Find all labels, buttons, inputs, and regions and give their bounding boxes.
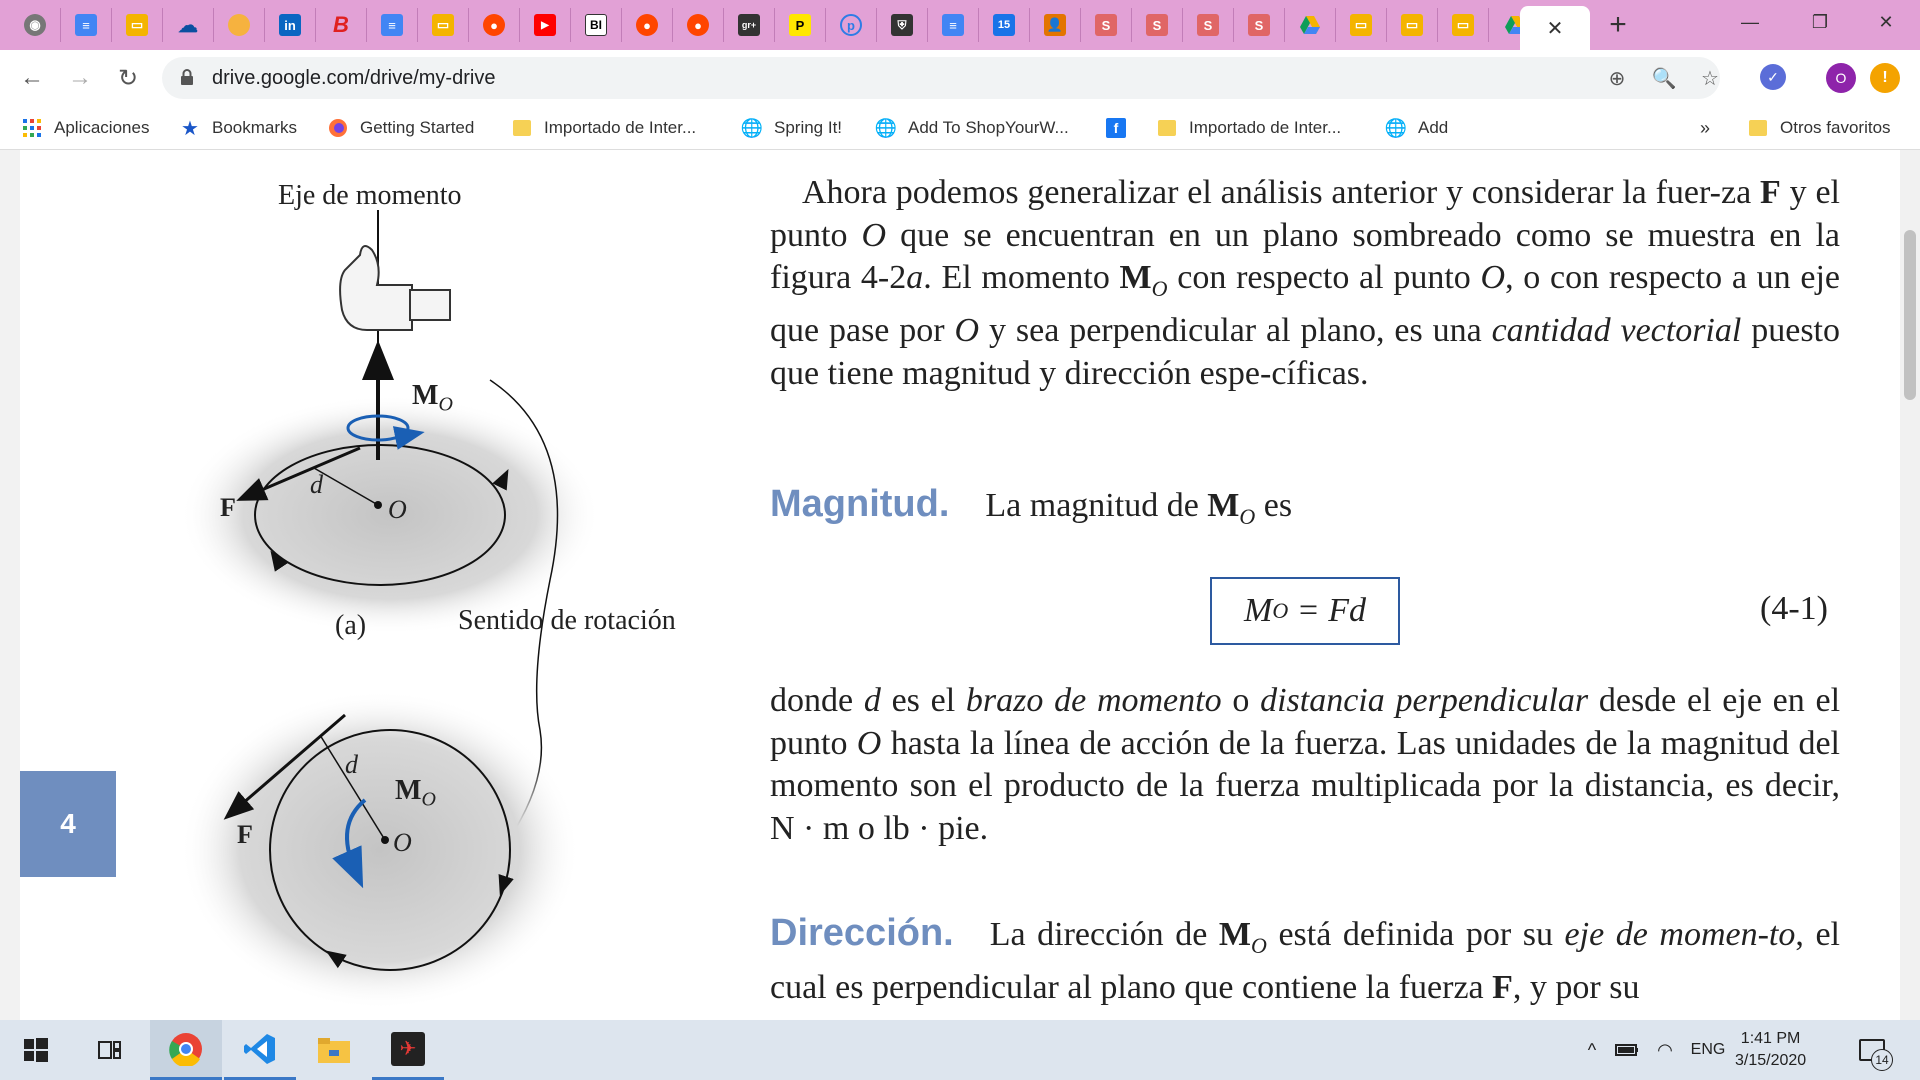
notifications-icon xyxy=(1859,1039,1889,1067)
pocket-icon: p xyxy=(840,14,862,36)
install-app-icon[interactable]: ⊕ xyxy=(1608,67,1626,90)
paragraph-direction: Dirección. La dirección de $M_O$ está definida por su eje de momen-to, el cual es perpendicular al plano que contiene la fuerza F, y por su xyxy=(770,912,1841,1007)
address-bar[interactable] xyxy=(162,57,1720,99)
tab-19[interactable] xyxy=(928,8,979,42)
bookmark-apps[interactable] xyxy=(22,117,149,139)
bookmark-getting-started[interactable] xyxy=(328,117,474,139)
taskbar-app[interactable] xyxy=(372,1020,444,1080)
bookmark-star-icon[interactable]: ☆ xyxy=(1701,67,1719,90)
tab-24[interactable] xyxy=(1183,8,1234,42)
scrollbar-track[interactable] xyxy=(1900,150,1920,1020)
s-icon: S xyxy=(1197,14,1219,36)
right-hand-icon xyxy=(340,246,450,330)
tab-17[interactable] xyxy=(826,8,877,42)
bookmark-spring-it[interactable] xyxy=(742,117,842,139)
force-label-b: F xyxy=(237,820,253,849)
tab-15[interactable] xyxy=(724,8,775,42)
paragraph-moment-arm: donde d es el brazo de momento o distancia perpendicular desde el eje en el punto O hasta la línea de acción de la fuerza. Las unidades de la magnitud del momento son el producto de la fuerza multiplicada por la distancia, es decir, N · m o lb · pie. xyxy=(770,682,1841,847)
docs-icon: ≡ xyxy=(942,14,964,36)
slides-icon: ▭ xyxy=(432,14,454,36)
reddit-icon: ● xyxy=(636,14,658,36)
pinned-tabs xyxy=(10,8,1540,42)
moment-diagram xyxy=(160,150,720,1020)
tab-18[interactable] xyxy=(877,8,928,42)
tab-8[interactable] xyxy=(367,8,418,42)
back-button[interactable] xyxy=(14,60,50,96)
zoom-icon[interactable]: 🔍 xyxy=(1651,67,1677,90)
classroom-icon: 👤 xyxy=(1044,14,1066,36)
chrome-icon: ◉ xyxy=(24,14,46,36)
bookmark-add[interactable] xyxy=(1386,117,1448,139)
tray-chevron[interactable]: ^ xyxy=(1587,1039,1597,1060)
point-label-b: O xyxy=(393,828,412,857)
magnitude-heading: Magnitud. xyxy=(770,483,950,525)
clock-date: 3/15/2020 xyxy=(1735,1052,1807,1069)
firefox-icon xyxy=(328,118,348,138)
bookmark-label: Spring It! xyxy=(774,118,843,137)
bookmark-otros-favoritos[interactable] xyxy=(1748,117,1891,139)
reddit-icon: ● xyxy=(687,14,709,36)
bookmark-label: Importado de Inter... xyxy=(1189,118,1342,137)
paragraph-intro: Ahora podemos generalizar el análisis anterior y considerar la fuer-za F y el punto O que se encuentran en un plano sombreado como se muestra en la figura 4-2a. El momento $M_O$ con respecto al punto O, o con respecto a un eje que pase por O y sea perpendicular al plano, es una cantidad vectorial puesto que tiene magnitud y dirección espe-cíficas. xyxy=(770,174,1841,392)
linkedin-icon: in xyxy=(279,14,301,36)
notification-count: 14 xyxy=(1871,1049,1893,1071)
bookmarks-bar xyxy=(0,106,1920,150)
drive-icon xyxy=(1299,14,1321,36)
tab-6[interactable] xyxy=(265,8,316,42)
axis-label: Eje de momento xyxy=(278,180,462,211)
book-page xyxy=(20,150,1900,1020)
folder-icon xyxy=(1748,118,1768,138)
folder-icon xyxy=(317,1036,351,1064)
arrow-left-icon: ← xyxy=(20,64,44,91)
facebook-icon: f xyxy=(1106,118,1126,138)
battery-icon[interactable] xyxy=(1612,1020,1642,1080)
bold-b-icon: B xyxy=(333,12,349,37)
tab-20[interactable] xyxy=(979,8,1030,42)
active-tab[interactable] xyxy=(1520,6,1590,50)
distance-label-b: d xyxy=(345,750,358,779)
bookmarks-overflow-button[interactable]: » xyxy=(1700,117,1711,138)
scrollbar-thumb[interactable] xyxy=(1904,230,1916,400)
windows-icon xyxy=(24,1038,48,1062)
chapter-tab: 4 xyxy=(20,771,116,877)
lock-icon xyxy=(180,69,194,85)
task-view-button[interactable] xyxy=(88,1020,132,1080)
url-text[interactable]: drive.google.com/drive/my-drive xyxy=(212,67,496,89)
business-insider-icon: BI xyxy=(585,14,607,36)
bookmark-bookmarks[interactable] xyxy=(180,117,297,139)
system-clock[interactable] xyxy=(1735,1028,1806,1072)
globe-icon: 🌐 xyxy=(874,117,898,138)
tab-1[interactable] xyxy=(10,8,61,42)
slides-icon: ▭ xyxy=(1452,14,1474,36)
part-a-label: (a) xyxy=(335,610,367,641)
grammarly-icon: gr+ xyxy=(738,14,760,36)
bookmark-label: Add xyxy=(1418,118,1449,137)
bookmark-label: Bookmarks xyxy=(212,118,298,137)
folder-icon xyxy=(512,118,532,138)
tab-22[interactable] xyxy=(1081,8,1132,42)
bookmark-label: Getting Started xyxy=(360,118,475,137)
globe-icon: 🌐 xyxy=(1384,117,1408,138)
calendar-icon: 15 xyxy=(993,14,1015,36)
s-icon: S xyxy=(1248,14,1270,36)
tab-5[interactable] xyxy=(214,8,265,42)
p-icon: P xyxy=(789,14,811,36)
reload-button[interactable] xyxy=(110,60,146,96)
force-label-a: F xyxy=(220,493,236,522)
bookmark-shopyourway[interactable] xyxy=(876,117,1069,139)
minimize-button[interactable]: — xyxy=(1741,11,1759,32)
bookmark-facebook[interactable] xyxy=(1106,117,1138,139)
magnitude-heading-line: Magnitud. La magnitud de $M_O$ es xyxy=(770,483,1293,529)
tab-3[interactable] xyxy=(112,8,163,42)
tab-21[interactable] xyxy=(1030,8,1081,42)
forward-button[interactable] xyxy=(62,60,98,96)
start-button[interactable] xyxy=(14,1020,58,1080)
tab-9[interactable] xyxy=(418,8,469,42)
tab-27[interactable] xyxy=(1336,8,1387,42)
browser-toolbar xyxy=(0,50,1920,106)
equation-number: (4-1) xyxy=(1760,590,1828,627)
moment-label-b: $M_O$ xyxy=(395,775,436,811)
tab-16[interactable] xyxy=(775,8,826,42)
tab-26[interactable] xyxy=(1285,8,1336,42)
chrome-icon xyxy=(169,1032,203,1066)
tab-12[interactable] xyxy=(571,8,622,42)
reload-icon: ↻ xyxy=(117,64,139,92)
onedrive-icon: ☁ xyxy=(178,14,198,37)
rotation-label: Sentido de rotación xyxy=(458,605,676,636)
tab-29[interactable] xyxy=(1438,8,1489,42)
tab-25[interactable] xyxy=(1234,8,1285,42)
bookmark-label: Aplicaciones xyxy=(54,118,150,137)
arrow-right-icon: → xyxy=(68,64,92,91)
tab-10[interactable] xyxy=(469,8,520,42)
globe-icon: 🌐 xyxy=(740,117,764,138)
app-icon: ✈ xyxy=(391,1032,425,1066)
shaded-plane-b xyxy=(180,690,580,1010)
tab-strip xyxy=(0,0,1920,50)
windows-taskbar xyxy=(0,1020,1920,1080)
tab-11[interactable] xyxy=(520,8,571,42)
taskbar-chrome[interactable] xyxy=(150,1020,222,1080)
clock-time: 1:41 PM xyxy=(1740,1030,1801,1047)
profile-avatar[interactable]: O xyxy=(1826,63,1856,93)
close-tab-icon[interactable]: ✕ xyxy=(1546,17,1564,40)
task-view-icon xyxy=(98,1039,122,1061)
star-icon: ★ xyxy=(181,117,199,140)
reddit-icon: ● xyxy=(483,14,505,36)
figure-4-2 xyxy=(160,150,720,1020)
point-label-a: O xyxy=(388,495,407,524)
taskbar-vscode[interactable] xyxy=(224,1020,296,1080)
slides-icon: ▭ xyxy=(126,14,148,36)
apps-grid-icon xyxy=(22,118,42,138)
page-viewport xyxy=(0,150,1920,1020)
alert-icon[interactable]: ! xyxy=(1870,63,1900,93)
tab-14[interactable] xyxy=(673,8,724,42)
close-window-button[interactable]: ✕ xyxy=(1878,11,1894,32)
direction-heading: Dirección. xyxy=(770,912,954,954)
shield-icon: ⛨ xyxy=(891,14,913,36)
bookmark-label: Importado de Inter... xyxy=(544,118,697,137)
bookmark-folder-importado-2[interactable] xyxy=(1157,117,1341,139)
bookmark-label: Otros favoritos xyxy=(1780,118,1891,137)
bookmark-label: Add To ShopYourW... xyxy=(908,118,1069,137)
new-tab-button[interactable]: + xyxy=(1609,8,1627,41)
taskbar-file-explorer[interactable] xyxy=(298,1020,370,1080)
vscode-icon xyxy=(243,1032,277,1066)
tab-28[interactable] xyxy=(1387,8,1438,42)
tab-2[interactable] xyxy=(61,8,112,42)
slides-icon: ▭ xyxy=(1350,14,1372,36)
tab-4[interactable] xyxy=(163,8,214,42)
moment-label-a: $M_O$ xyxy=(412,380,453,416)
docs-icon: ≡ xyxy=(381,14,403,36)
s-icon: S xyxy=(1146,14,1168,36)
extension-check-icon[interactable]: ✓ xyxy=(1760,64,1786,90)
language-indicator[interactable]: ENG xyxy=(1690,1041,1726,1058)
equation-box: M O = Fd xyxy=(1210,577,1400,645)
bookmark-folder-importado-1[interactable] xyxy=(512,117,696,139)
action-center-button[interactable] xyxy=(1852,1020,1892,1080)
docs-icon: ≡ xyxy=(75,14,97,36)
s-icon: S xyxy=(1095,14,1117,36)
distance-label-a: d xyxy=(310,470,323,499)
circle-icon xyxy=(228,14,250,36)
tab-23[interactable] xyxy=(1132,8,1183,42)
folder-icon xyxy=(1157,118,1177,138)
wifi-icon[interactable]: ◠ xyxy=(1657,1039,1673,1060)
slides-icon: ▭ xyxy=(1401,14,1423,36)
restore-button[interactable]: ❐ xyxy=(1811,11,1829,32)
tab-7[interactable] xyxy=(316,8,367,42)
youtube-icon: ▶ xyxy=(534,14,556,36)
tab-13[interactable] xyxy=(622,8,673,42)
